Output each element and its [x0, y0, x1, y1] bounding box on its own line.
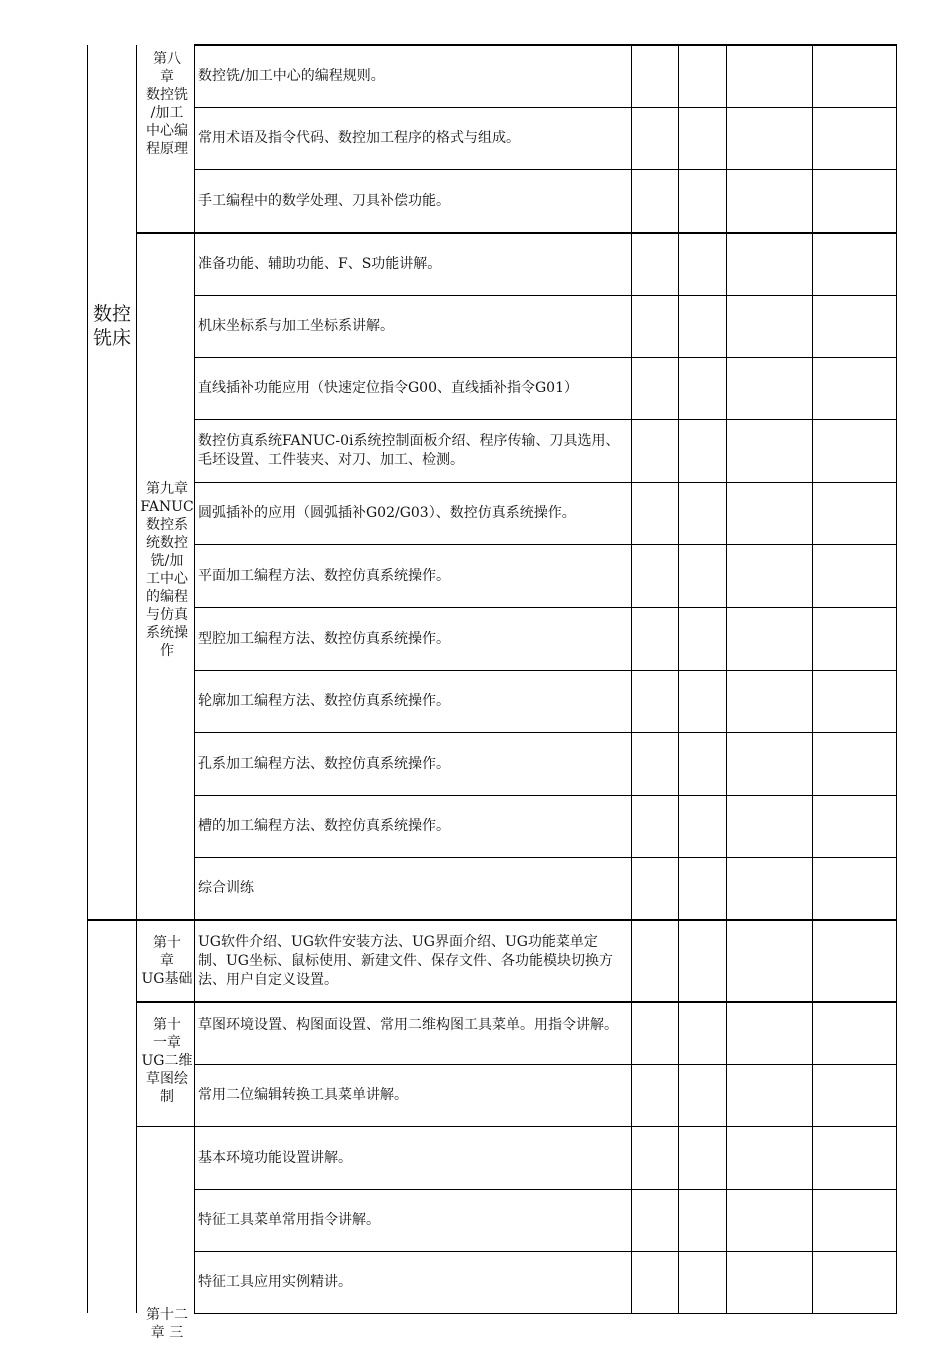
table-row-content: 数控铣/加工中心的编程规则。 [198, 68, 385, 84]
table-row-content: 数控仿真系统FANUC-0i系统控制面板介绍、程序传输、刀具选用、毛坯设置、工件装夹、对刀、加工、检测。 [198, 433, 620, 468]
chapter-line: /加工 [150, 105, 184, 121]
chapter-line: 铣/加 [150, 553, 184, 569]
chapter-line: 的编程 [146, 589, 188, 605]
table-row-content: 常用二位编辑转换工具菜单讲解。 [198, 1087, 408, 1103]
table-row-content: UG软件介绍、UG软件安装方法、UG界面介绍、UG功能菜单定制、UG坐标、鼠标使用、新建文件、保存文件、各功能模块切换方法、用户自定义设置。 [198, 933, 613, 988]
table-row-content: 轮廓加工编程方法、数控仿真系统操作。 [198, 693, 450, 709]
category-line: 数控 [92, 303, 131, 325]
table-row-content: 手工编程中的数学处理、刀具补偿功能。 [198, 192, 450, 209]
chapter-line: 一章 [153, 1035, 181, 1051]
row-line [194, 1313, 897, 1314]
chapter-line: UG二维 [141, 1053, 193, 1069]
chapter-line: 中心编 [146, 123, 188, 139]
table-divider-category [136, 920, 137, 1313]
table-row-content: 平面加工编程方法、数控仿真系统操作。 [198, 567, 450, 584]
table-row-content: 准备功能、辅助功能、F、S功能讲解。 [198, 256, 442, 272]
table-row-content: 圆弧插补的应用（圆弧插补G02/G03）、数控仿真系统操作。 [198, 505, 576, 521]
chapter-line: FANUC [140, 499, 194, 515]
chapter-line: 制 [160, 1089, 174, 1105]
chapter-line: 第九章 [146, 481, 188, 497]
chapter-line: 草图绘 [146, 1071, 188, 1087]
chapter-line: 章 [160, 953, 174, 969]
table-border-left [87, 45, 88, 1313]
table-row-content: 机床坐标系与加工坐标系讲解。 [198, 318, 394, 334]
table-divider-chapter [194, 45, 195, 1313]
table-row-content: 直线插补功能应用（快速定位指令G00、直线插补指令G01） [198, 380, 578, 396]
chapter-8-label [139, 50, 195, 158]
category-label [88, 302, 136, 350]
chapter-10-label [139, 934, 195, 988]
table-row-content: 草图环境设置、构图面设置、常用二维构图工具菜单。用指令讲解。 [198, 1017, 618, 1033]
table-row-content: 型腔加工编程方法、数控仿真系统操作。 [198, 630, 450, 647]
table-row-content: 综合训练 [198, 880, 254, 896]
chapter-line: 章 三 [150, 1325, 184, 1341]
chapter-12-label [139, 1306, 195, 1342]
table-row-content: 基本环境功能设置讲解。 [198, 1149, 352, 1166]
chapter-line: 第十 [153, 935, 181, 951]
table-border-right [896, 45, 897, 1313]
table-row-content: 槽的加工编程方法、数控仿真系统操作。 [198, 818, 450, 834]
chapter-line: 章 [160, 69, 174, 85]
table-divider-col3 [812, 45, 813, 1313]
chapter-9-label [139, 480, 195, 660]
chapter-11-label [139, 1016, 195, 1106]
chapter-line: UG基础 [141, 971, 193, 987]
table-row-content: 常用术语及指令代码、数控加工程序的格式与组成。 [198, 130, 520, 146]
chapter-line: 工中心 [146, 571, 188, 587]
chapter-line: 程原理 [146, 141, 188, 157]
chapter-line: 数控铣 [146, 87, 188, 103]
chapter-line: 第十二 [146, 1307, 188, 1323]
chapter-line: 统数控 [146, 535, 188, 551]
chapter-line: 作 [160, 643, 174, 659]
table-divider-category [136, 45, 137, 920]
chapter-line: 第十 [153, 1017, 181, 1033]
chapter-line: 数控系 [146, 517, 188, 533]
table-row-content: 特征工具菜单常用指令讲解。 [198, 1212, 380, 1228]
table-divider-col1 [678, 45, 679, 1313]
chapter-line: 第八 [153, 51, 181, 67]
chapter-line: 系统操 [146, 625, 188, 641]
table-row-content: 孔系加工编程方法、数控仿真系统操作。 [198, 755, 450, 772]
table-divider-col2 [726, 45, 727, 1313]
table-divider-content [631, 45, 632, 1313]
category-line: 铣床 [92, 327, 131, 349]
chapter-line: 与仿真 [146, 607, 188, 623]
table-row-content: 特征工具应用实例精讲。 [198, 1274, 352, 1290]
